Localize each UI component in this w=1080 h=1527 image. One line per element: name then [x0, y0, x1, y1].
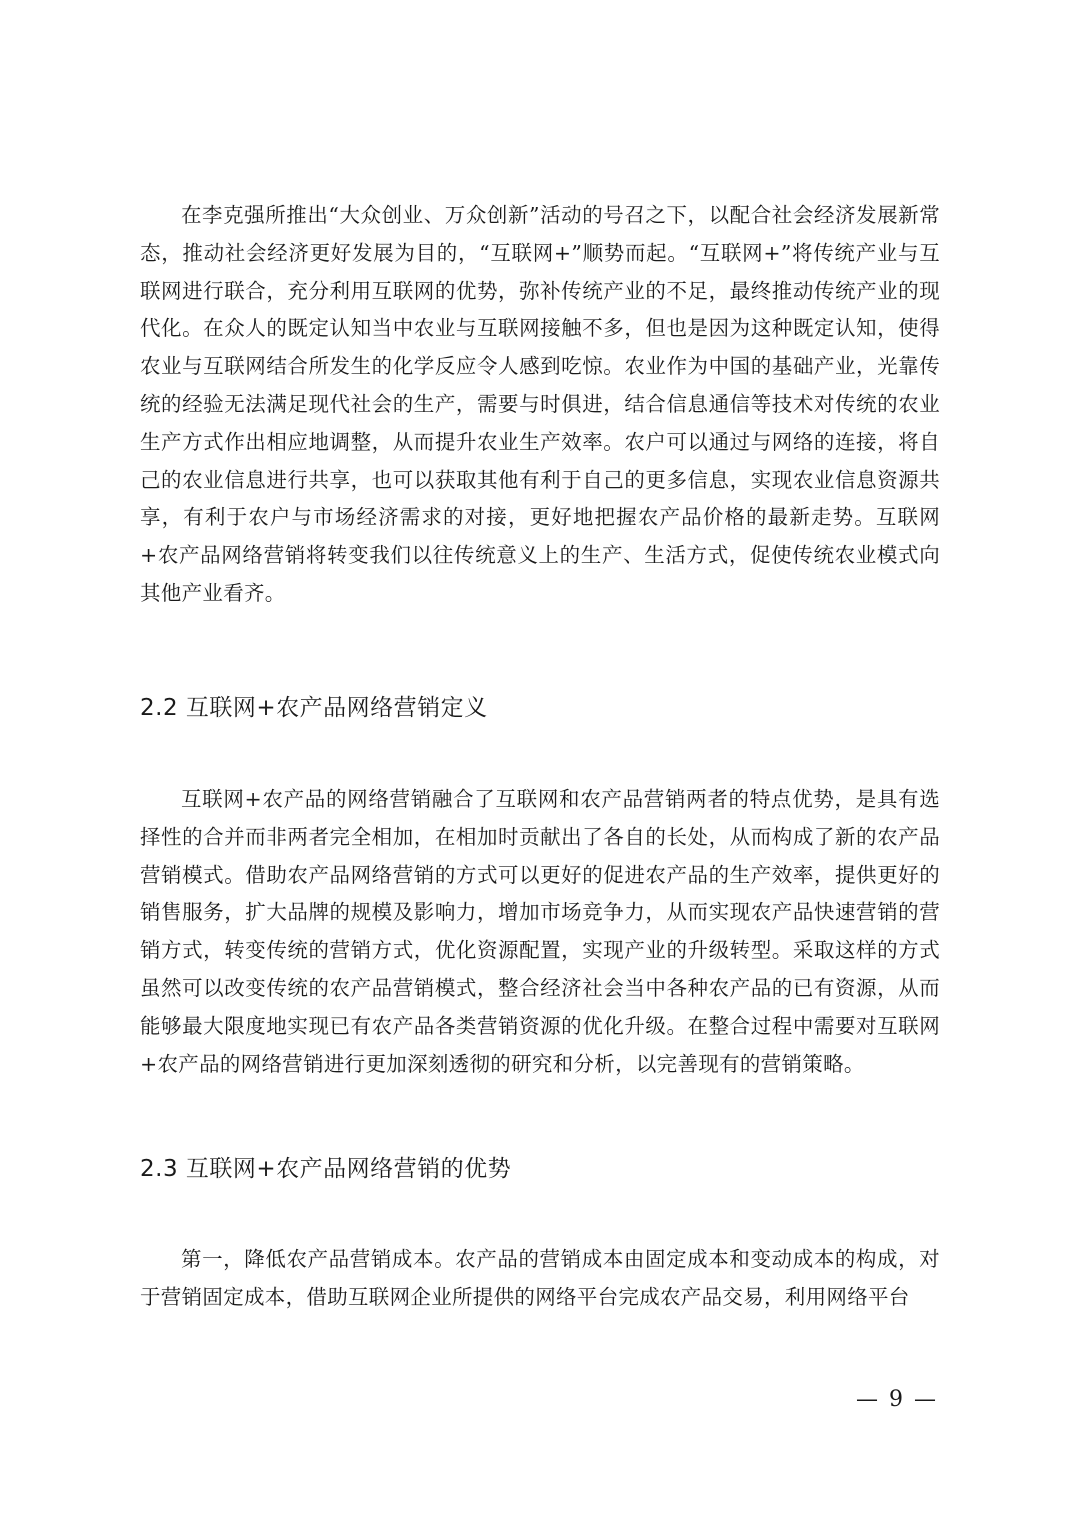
body-paragraph-internet-plus-background: 在李克强所推出“大众创业、万众创新”活动的号召之下，以配合社会经济发展新常态，推动社会经济更好发展为目的，“互联网+”顺势而起。“互联网+”将传统产业与互联网进行联合，充分利用互联网的优势，弥补传统产业的不足，最终推动传统产业的现代化。在众人的既定认知当中农业与互联网接触不多，但也是因为这种既定认知，使得农业与互联网结合所发生的化学反应令人感到吃惊。农业作为中国的基础产业，光靠传统的经验无法满足现代社会的生产，需要与时俱进，结合信息通信等技术对传统的农业生产方式作出相应地调整，从而提升农业生产效率。农户可以通过与网络的连接，将自己的农业信息进行共享，也可以获取其他有利于自己的更多信息，实现农业信息资源共享，有利于农户与市场经济需求的对接，更好地把握农产品价格的最新走势。互联网+农产品网络营销将转变我们以往传统意义上的生产、生活方式，促使传统农业模式向其他产业看齐。: [140, 203, 940, 605]
body-paragraph-definition: 互联网+农产品的网络营销融合了互联网和农产品营销两者的特点优势，是具有选择性的合并而非两者完全相加，在相加时贡献出了各自的长处，从而构成了新的农产品营销模式。借助农产品网络营销的方式可以更好的促进农产品的生产效率，提供更好的销售服务，扩大品牌的规模及影响力，增加市场竞争力，从而实现农产品快速营销的营销方式，转变传统的营销方式，优化资源配置，实现产业的升级转型。采取这样的方式虽然可以改变传统的农产品营销模式，整合经济社会当中各种农产品的已有资源，从而能够最大限度地实现已有农产品各类营销资源的优化升级。在整合过程中需要对互联网+农产品的网络营销进行更加深刻透彻的研究和分析，以完善现有的营销策略。: [140, 787, 940, 1076]
section-heading-2-3: 2.3 互联网+农产品网络营销的优势: [140, 1156, 512, 1182]
body-paragraph-advantages: 第一，降低农产品营销成本。农产品的营销成本由固定成本和变动成本的构成，对于营销固定成本，借助互联网企业所提供的网络平台完成农产品交易，利用网络平台: [140, 1247, 940, 1309]
section-heading-2-2: 2.2 互联网+农产品网络营销定义: [140, 695, 488, 721]
page-number: — 9 —: [856, 1387, 938, 1412]
